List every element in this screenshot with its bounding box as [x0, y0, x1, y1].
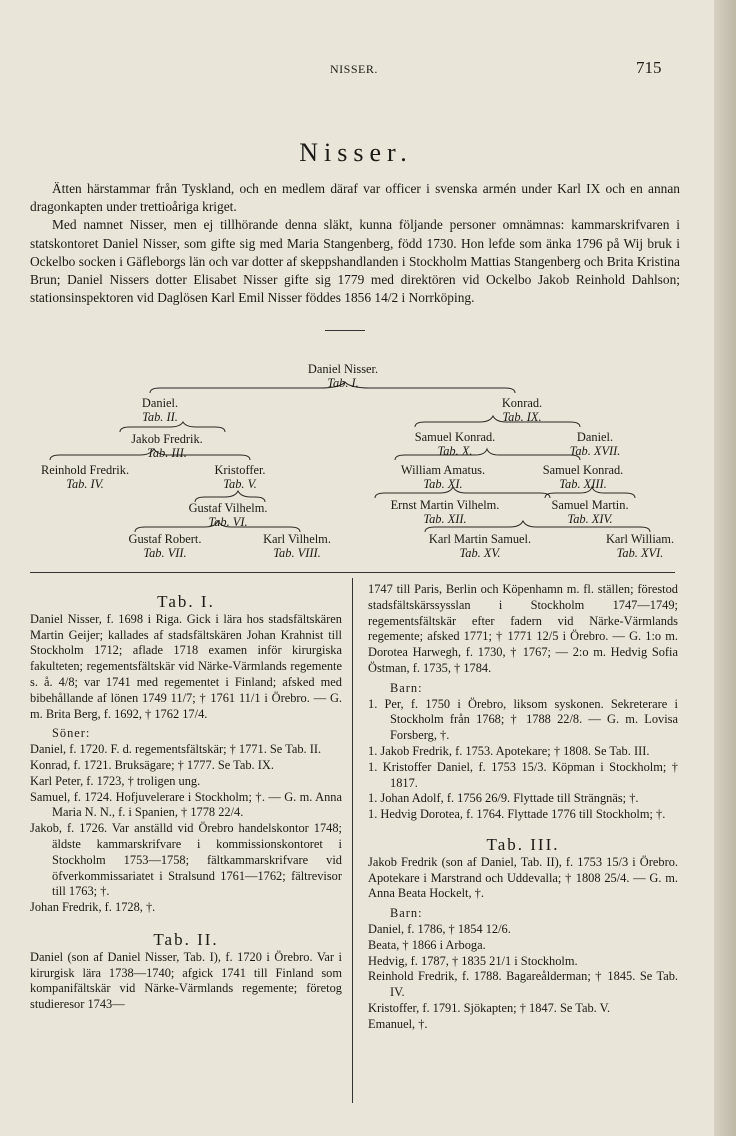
tab-1-heading: Tab. I. [157, 592, 215, 611]
running-title: NISSER. [330, 62, 378, 76]
node-tab: Tab. II. [142, 410, 178, 424]
soner-label: Söner: [52, 726, 91, 741]
child-entry: Beata, † 1866 i Arboga. [368, 937, 486, 952]
node-tab: Tab. XII. [423, 512, 467, 526]
tree-node-root [268, 362, 418, 390]
tab-2-continued: 1747 till Paris, Berlin och Köpenhamn m. fl. ställen; förestod stadsfältskärssysslan i Stockholm 1747—1749; regementsfältskär efter fadern vid Närke-Värmlands regemente; afsked 1771; † 1771 12/5 i Örebro. — G. 1:o m. Dorotea Harwegh, f. 1730, † 1767; — 2:o m. Hedvig Sofia Östman, f. 1735, † 1784. [368, 582, 678, 675]
tree-node-samuel-konrad [380, 430, 530, 458]
intro-paragraph-2: Med namnet Nisser, men ej tillhörande denna släkt, kunna följande personer omnämnas: kammarskrifvaren i statskontoret Daniel Nisser, som gifte sig med Maria Stangenberg, född 1730. Hon lefde som änka 1796 på Wij bruk i Ockelbo socken i Gäfleborgs län och var dotter af skeppshandlanden i Stockholm Mattias Stangenberg och Brita Kristina Brun; Daniel Nissers dotter Elisabet Nisser gifte sig 1779 med direktören vid Ockelbo Jakob Reinhold Dahlson; stationsinspektoren vid Daglösen Karl Emil Nisser föddes 1856 14/2 i Norrköping. [30, 217, 680, 306]
son-entry: Konrad, f. 1721. Bruksägare; † 1777. Se Tab. IX. [30, 757, 274, 772]
node-tab: Tab. IV. [66, 477, 104, 491]
node-tab: Tab. I. [327, 376, 359, 390]
node-name: Gustaf Robert. [128, 532, 202, 546]
child-entry: Reinhold Fredrik, f. 1788. Bagareålderman; † 1845. Se Tab. IV. [368, 969, 678, 1000]
node-tab: Tab. XVII. [569, 444, 621, 458]
node-tab: Tab. XV. [459, 546, 501, 560]
tree-node-konrad [447, 396, 597, 424]
node-tab: Tab. IX. [502, 410, 542, 424]
tree-node-samuel-konrad-2 [508, 463, 658, 491]
right-column [368, 582, 678, 1033]
node-name: Samuel Martin. [551, 498, 629, 512]
node-name: Karl William. [605, 532, 675, 546]
tree-node-jakob [92, 432, 242, 460]
node-name: Gustaf Vilhelm. [188, 501, 268, 515]
node-name: Daniel Nisser. [307, 362, 379, 376]
node-name: Jakob Fredrik. [131, 432, 203, 446]
barn-label: Barn: [390, 680, 423, 695]
node-name: Samuel Konrad. [542, 463, 624, 477]
barn-label-2: Barn: [390, 906, 423, 921]
node-tab: Tab. X. [437, 444, 473, 458]
child-entry: Daniel, f. 1786, † 1854 12/6. [368, 921, 511, 936]
child-entry: 1. Johan Adolf, f. 1756 26/9. Flyttade till Strängnäs; †. [368, 791, 639, 806]
tree-node-kristoffer [165, 463, 315, 491]
tree-node-gustaf-robert [90, 532, 240, 560]
tree-node-karl-william [565, 532, 715, 560]
son-entry: Karl Peter, f. 1723, † troligen ung. [30, 773, 201, 788]
column-rule [352, 578, 353, 1103]
node-name: Daniel. [141, 396, 179, 410]
left-column [30, 590, 342, 1013]
tree-node-gustaf-vilhelm [153, 501, 303, 529]
child-entry: 1. Hedvig Dorotea, f. 1764. Flyttade 1776 till Stockholm; †. [368, 807, 666, 822]
tree-node-william [368, 463, 518, 491]
tree-node-reinhold [10, 463, 160, 491]
node-tab: Tab. XI. [423, 477, 463, 491]
son-entry: Samuel, f. 1724. Hofjuvelerare i Stockholm; †. — G. m. Anna Maria N. N., f. i Spanien, † 1778 22/4. [30, 789, 342, 820]
node-name: Kristoffer. [214, 463, 266, 477]
node-tab: Tab. VI. [208, 515, 248, 529]
child-entry: Hedvig, f. 1787, † 1835 21/1 i Stockholm. [368, 953, 578, 968]
node-tab: Tab. XVI. [616, 546, 664, 560]
node-tab: Tab. VII. [143, 546, 187, 560]
intro-paragraph-1: Ätten härstammar från Tyskland, och en medlem däraf var officer i svenska armén under Karl IX och en annan dragonkapten under trettioåriga kriget. [30, 181, 680, 215]
child-entry: Emanuel, †. [368, 1016, 428, 1031]
node-name: Samuel Konrad. [414, 430, 496, 444]
node-name: Konrad. [501, 396, 543, 410]
node-tab: Tab. V. [223, 477, 257, 491]
son-entry: Daniel, f. 1720. F. d. regementsfältskär; † 1771. Se Tab. II. [30, 742, 322, 757]
node-name: Reinhold Fredrik. [40, 463, 130, 477]
node-tab: Tab. XIII. [559, 477, 607, 491]
child-entry: 1. Per, f. 1750 i Örebro, liksom syskonen. Sekreterare i Stockholm från 1768; † 1788 22/8. — G. m. Lovisa Forsberg, †. [368, 696, 678, 743]
tree-node-karl-vilhelm [222, 532, 372, 560]
tab-3-text: Jakob Fredrik (son af Daniel, Tab. II), f. 1753 15/3 i Örebro. Apotekare i Marstrand och Uddevalla; † 1808 25/4. — G. m. Anna Beata Hockelt, †. [368, 854, 678, 901]
node-name: William Amatus. [400, 463, 486, 477]
node-tab: Tab. VIII. [273, 546, 321, 560]
tree-node-karl-martin [405, 532, 555, 560]
tab-2-heading: Tab. II. [153, 929, 219, 949]
node-name: Karl Vilhelm. [263, 532, 331, 546]
node-name: Ernst Martin Vilhelm. [390, 498, 500, 512]
page-title: Nisser. [299, 138, 413, 167]
child-entry: Kristoffer, f. 1791. Sjökapten; † 1847. Se Tab. V. [368, 1000, 611, 1015]
node-name: Daniel. [576, 430, 614, 444]
node-tab: Tab. III. [147, 446, 187, 460]
node-tab: Tab. XIV. [567, 512, 613, 526]
tree-rule [30, 572, 675, 573]
tab-3-heading: Tab. III. [486, 834, 560, 854]
tree-node-daniel-2 [520, 430, 670, 458]
tree-node-ernst [370, 498, 520, 526]
tree-node-samuel-martin [515, 498, 665, 526]
child-entry: 1. Kristoffer Daniel, f. 1753 15/3. Köpman i Stockholm; † 1817. [368, 759, 678, 790]
node-name: Karl Martin Samuel. [428, 532, 532, 546]
tab-2-text: Daniel (son af Daniel Nisser, Tab. I), f. 1720 i Örebro. Var i kirurgisk lära 1738—1740; afgick 1741 till Finland som kompanifältskär vid Närke-Värmlands regemente; företog studieresor 1743— [30, 949, 342, 1012]
child-entry: 1. Jakob Fredrik, f. 1753. Apotekare; † 1808. Se Tab. III. [368, 743, 650, 758]
tab-1-text: Daniel Nisser, f. 1698 i Riga. Gick i lära hos stadsfältskären Martin Geijer; kallades af stadsfältskären Johan Krahnist till Stockholm 1712; aflade 1718 examen inför kirurgiska fakulteten; regementsfältskär vid Närke-Värmlands regemente s. å. 4/8; var 1741 med regementet i Finland; afsked med bibehållande af lönen 1749 11/7; † 1761 11/1 i Örebro. — G. m. Brita Berg, f. 1692, † 1762 17/4. [30, 611, 342, 721]
page-number: 715 [636, 58, 662, 77]
son-entry: Johan Fredrik, f. 1728, †. [30, 900, 156, 915]
tree-node-daniel [85, 396, 235, 424]
son-entry: Jakob, f. 1726. Var anställd vid Örebro handelskontor 1748; äldste kammarskrifvare i kommissionskontoret i Stockholm 1753—1758; fältkammarskrifvare vid öfverkommissariatet i Stralsund 1761—1762; fältrevisor till 1763; †. [30, 821, 342, 899]
